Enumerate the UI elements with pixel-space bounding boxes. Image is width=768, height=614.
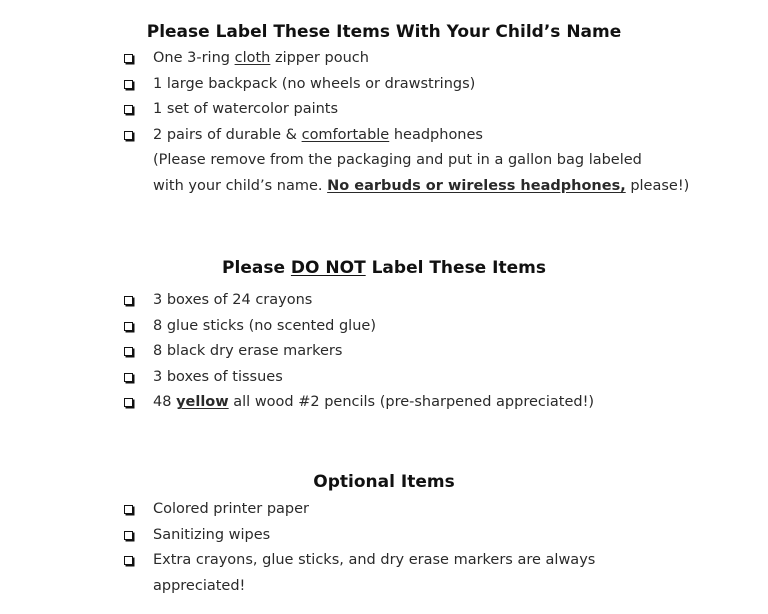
checkbox-icon	[124, 556, 133, 565]
checkbox-icon	[124, 80, 133, 89]
list-item: 3 boxes of tissues	[0, 365, 768, 391]
heading-label-items: Please Label These Items With Your Child’s Name	[146, 22, 622, 42]
list-item: Sanitizing wipes	[0, 523, 768, 549]
list-item: Extra crayons, glue sticks, and dry erase markers are always	[0, 548, 768, 574]
list-item: 8 glue sticks (no scented glue)	[0, 314, 768, 340]
heading-optional-items: Optional Items	[313, 472, 455, 492]
list-item: One 3-ring cloth zipper pouch	[0, 46, 768, 72]
checkbox-icon	[124, 531, 133, 540]
optional-items-list	[0, 497, 768, 599]
checkbox-icon	[124, 373, 133, 382]
checkbox-icon	[124, 296, 133, 305]
checkbox-icon	[124, 131, 133, 140]
list-item: 1 large backpack (no wheels or drawstrings)	[0, 72, 768, 98]
label-items-list	[0, 46, 768, 200]
list-item: 48 yellow all wood #2 pencils (pre-sharpened appreciated!)	[0, 390, 768, 416]
checkbox-icon	[124, 322, 133, 331]
optional-item-continuation: appreciated!	[153, 577, 246, 594]
heading-do-not-label-items: Please DO NOT Label These Items	[222, 258, 546, 278]
checkbox-icon	[124, 54, 133, 63]
checkbox-icon	[124, 105, 133, 114]
list-item: Colored printer paper	[0, 497, 768, 523]
headphones-note-line-1: (Please remove from the packaging and put in a gallon bag labeled	[153, 152, 642, 169]
headphones-note-line-2: with your child’s name. No earbuds or wireless headphones, please!)	[153, 177, 690, 194]
list-item: 8 black dry erase markers	[0, 339, 768, 365]
do-not-label-items-list	[0, 288, 768, 416]
list-item: 2 pairs of durable & comfortable headphones	[0, 123, 768, 149]
list-item: 3 boxes of 24 crayons	[0, 288, 768, 314]
checkbox-icon	[124, 505, 133, 514]
list-item: 1 set of watercolor paints	[0, 97, 768, 123]
checkbox-icon	[124, 347, 133, 356]
checkbox-icon	[124, 398, 133, 407]
